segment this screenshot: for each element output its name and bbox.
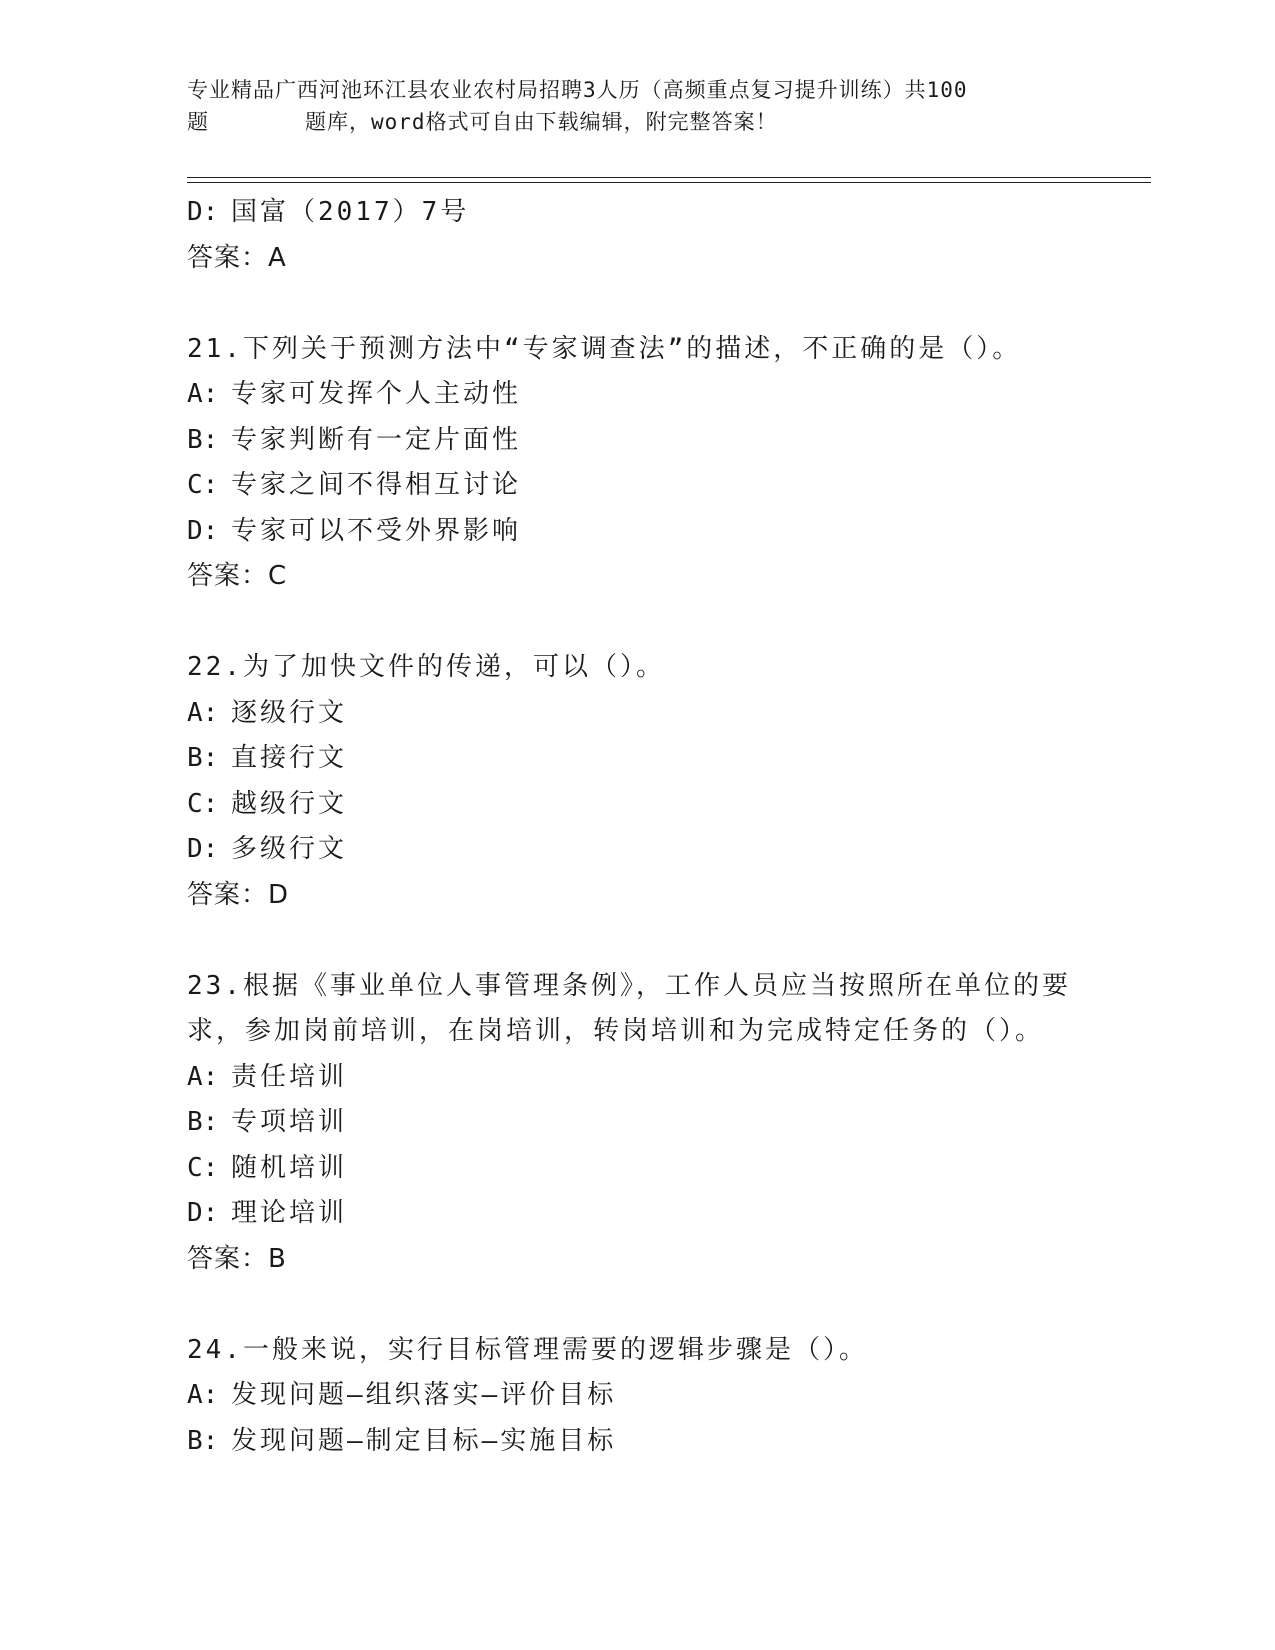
option-text: 专家可发挥个人主动性 [231,379,522,409]
question-22-stem: 22.为了加快文件的传递，可以（）。 [187,652,665,682]
option-text: 专项培训 [231,1107,348,1137]
question-21-option-c [187,463,1087,509]
question-23-option-c [187,1146,1087,1192]
question-22-option-d [187,827,1087,873]
option-key: A: [187,697,219,728]
question-22-option-c [187,782,1087,828]
header-title-line2-right: 题库，word格式可自由下载编辑，附完整答案！ [305,110,778,134]
question-24-stem: 24.一般来说，实行目标管理需要的逻辑步骤是（）。 [187,1334,868,1365]
option-key: D: [187,1198,219,1228]
question-23-stem-line2: 求，参加岗前培训，在岗培训，转岗培训和为完成特定任务的（）。 [187,1016,1045,1046]
option-text: 国富（2017）7号 [231,197,470,227]
question-21-stem: 21.下列关于预测方法中“专家调查法”的描述，不正确的是（）。 [187,333,1022,364]
option-text: 专家可以不受外界影响 [231,515,522,546]
option-key: B: [187,1425,219,1456]
option-key: A: [187,379,219,409]
prev-option-d [187,190,1087,236]
option-key: A: [187,1061,219,1092]
question-21-option-a [187,372,1087,418]
question-23-option-d [187,1191,1087,1237]
option-key: C: [187,788,219,819]
option-key: B: [187,1107,219,1137]
option-key: D: [187,834,219,864]
option-text: 多级行文 [231,834,348,864]
option-text: 随机培训 [231,1152,348,1183]
option-key: D: [187,515,219,546]
option-text: 理论培训 [231,1198,348,1228]
header-title-line2 [187,106,1087,138]
header-divider-top [187,177,1151,178]
question-21-option-b [187,418,1087,464]
question-list [187,190,1087,1464]
question-24-option-a [187,1373,1087,1419]
option-text: 专家判断有一定片面性 [231,424,522,455]
question-22-option-b [187,736,1087,782]
header-title-line1: 专业精品广西河池环江县农业农村局招聘3人历（高频重点复习提升训练）共100 [187,78,968,102]
question-22-option-a [187,691,1087,737]
question-21-option-d [187,509,1087,555]
question-23-option-a [187,1055,1087,1101]
question-23-option-b [187,1100,1087,1146]
option-key: B: [187,743,219,773]
prev-answer: 答案：A [187,242,287,273]
option-text: 直接行文 [231,743,348,773]
option-key: C: [187,1152,219,1183]
question-23-stem-line1: 23.根据《事业单位人事管理条例》，工作人员应当按照所在单位的要 [187,970,1071,1001]
option-key: A: [187,1380,219,1410]
option-text: 发现问题—制定目标—实施目标 [231,1425,617,1456]
option-key: C: [187,470,219,500]
option-text: 责任培训 [231,1061,348,1092]
header-title-line2-left: 题 [187,110,209,134]
header-divider-bottom [187,182,1151,183]
question-24-option-b [187,1419,1087,1465]
option-key: B: [187,424,219,455]
option-text: 逐级行文 [231,697,348,728]
question-22-answer: 答案：D [187,879,290,910]
option-key: D: [187,197,219,227]
option-text: 越级行文 [231,788,348,819]
question-21-answer: 答案：C [187,561,288,591]
option-text: 专家之间不得相互讨论 [231,470,522,500]
question-23-answer: 答案：B [187,1243,287,1274]
document-header [187,74,1087,138]
option-text: 发现问题—组织落实—评价目标 [231,1380,617,1410]
